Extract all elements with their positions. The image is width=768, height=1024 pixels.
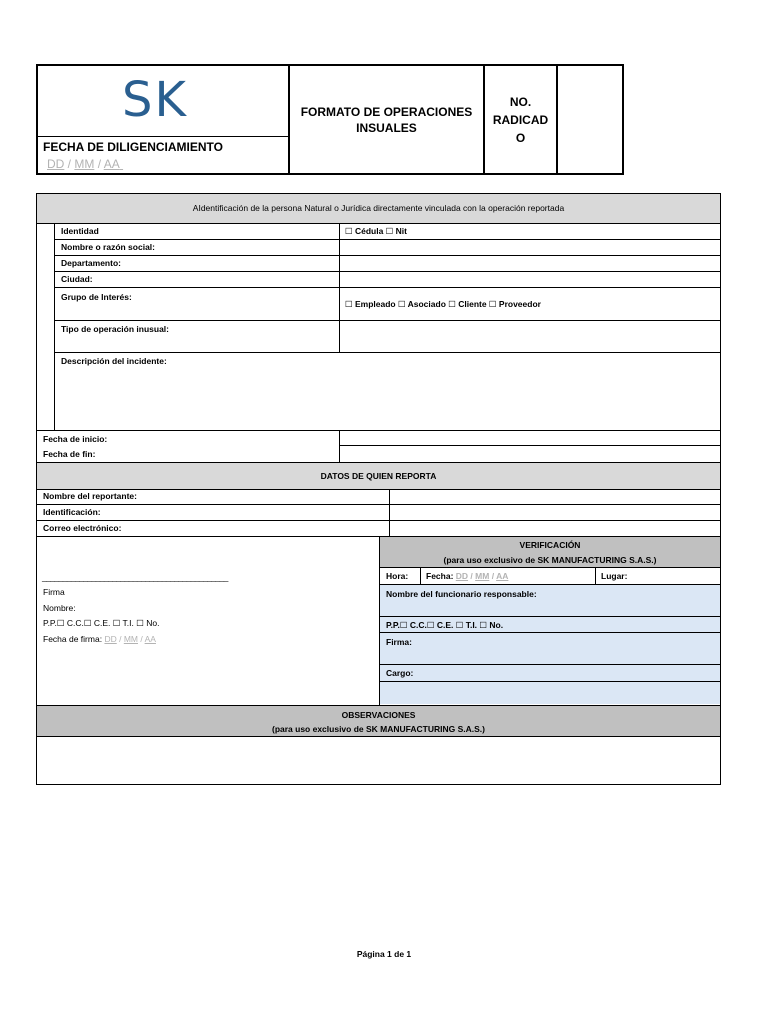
departamento-field[interactable] <box>340 256 720 271</box>
verif-fecha-label: Fecha: <box>426 571 454 581</box>
fecha-fin-label: Fecha de fin: <box>43 449 96 459</box>
form-header <box>36 64 624 175</box>
no-radicado-value[interactable] <box>558 66 622 173</box>
verificacion-header <box>380 537 720 568</box>
fecha-aa: AA <box>103 157 120 171</box>
fecha-inicio-field[interactable] <box>340 431 720 445</box>
fecha-sep: / <box>64 157 75 171</box>
descripcion-incidente-field[interactable] <box>56 370 720 428</box>
firma-dd: DD <box>104 634 117 644</box>
fecha-firma-row[interactable] <box>43 634 156 644</box>
identificacion-label: Identificación: <box>43 507 101 517</box>
no-radicado-line1: NO. <box>509 94 532 109</box>
sk-logo: SK <box>122 72 188 128</box>
no-radicado-line2: RADICAD <box>492 112 549 127</box>
verificacion-title: VERIFICACIÓN <box>519 540 581 550</box>
firma-label: Firma <box>43 587 65 597</box>
doc-options[interactable]: P.P.☐ C.C.☐ C.E. ☐ T.I. ☐ No. <box>43 618 160 628</box>
identidad-options[interactable]: ☐ Cédula ☐ Nit <box>345 226 407 236</box>
ciudad-field[interactable] <box>340 272 720 287</box>
fecha-diligenciamiento-label: FECHA DE DILIGENCIAMIENTO <box>43 140 224 154</box>
verif-sep: / <box>489 571 497 581</box>
verif-sep: / <box>468 571 476 581</box>
no-radicado-cell <box>485 66 558 173</box>
nombre-firma-label: Nombre: <box>43 603 76 613</box>
tipo-operacion-label: Tipo de operación inusual: <box>61 324 169 334</box>
observaciones-title: OBSERVACIONES <box>341 710 416 720</box>
verif-mm: MM <box>475 571 490 581</box>
fecha-dd: DD <box>47 157 65 171</box>
lugar-label: Lugar: <box>601 571 628 581</box>
logo-cell <box>38 66 290 137</box>
hora-label: Hora: <box>386 571 409 581</box>
cargo-label: Cargo: <box>386 668 414 678</box>
firma-aa: AA <box>144 634 156 644</box>
departamento-label: Departamento: <box>61 258 121 268</box>
verif-firma-label: Firma: <box>386 637 412 647</box>
tipo-operacion-field[interactable] <box>340 321 720 352</box>
grupo-interes-label: Grupo de Interés: <box>61 292 132 302</box>
form-title-cell <box>290 66 485 173</box>
verif-doc-options[interactable]: P.P.☐ C.C.☐ C.E. ☐ T.I. ☐ No. <box>386 620 504 630</box>
fecha-diligenciamiento-placeholder[interactable] <box>47 157 123 171</box>
firma-sep: / <box>137 634 145 644</box>
identificacion-field[interactable] <box>390 505 720 520</box>
firma-sep: / <box>116 634 124 644</box>
nombre-reportante-label: Nombre del reportante: <box>43 491 137 501</box>
verif-aa: AA <box>496 571 509 581</box>
identidad-label: Identidad <box>61 226 99 236</box>
fecha-firma-label: Fecha de firma: <box>43 634 103 644</box>
fecha-sep: / <box>94 157 104 171</box>
fecha-fin-field[interactable] <box>340 446 720 461</box>
observaciones-field[interactable] <box>37 738 720 784</box>
form-title-line1: FORMATO DE OPERACIONES <box>300 104 473 119</box>
nombre-reportante-field[interactable] <box>390 489 720 504</box>
descripcion-incidente-label: Descripción del incidente: <box>61 356 167 366</box>
correo-field[interactable] <box>390 521 720 536</box>
no-radicado-line3: O <box>515 130 526 145</box>
observaciones-subtitle: (para uso exclusivo de SK MANUFACTURING S.A.S.) <box>271 724 485 734</box>
section-a-header: AIdentificación de la persona Natural o Jurídica directamente vinculada con la operación reportada <box>37 194 720 224</box>
firma-mm: MM <box>123 634 138 644</box>
grupo-interes-options[interactable]: ☐ Empleado ☐ Asociado ☐ Cliente ☐ Proveedor <box>345 299 541 309</box>
verif-fecha-row[interactable] <box>421 569 508 584</box>
form-title-line2: INSUALES <box>356 120 417 135</box>
correo-label: Correo electrónico: <box>43 523 122 533</box>
section-b-header: DATOS DE QUIEN REPORTA <box>37 462 720 490</box>
cargo-field[interactable] <box>380 665 720 681</box>
fecha-inicio-label: Fecha de inicio: <box>43 434 108 444</box>
nombre-razon-social-field[interactable] <box>340 240 720 255</box>
fecha-diligenciamiento-cell <box>38 137 290 173</box>
no-radicado-label <box>493 93 548 147</box>
page-number: Página 1 de 1 <box>356 949 412 959</box>
verif-firma-field[interactable] <box>380 633 720 664</box>
nombre-razon-social-label: Nombre o razón social: <box>61 242 155 252</box>
observaciones-header <box>37 706 720 737</box>
firma-line[interactable]: _____________________________________________ <box>42 572 228 582</box>
funcionario-label: Nombre del funcionario responsable: <box>386 589 537 599</box>
verif-extra-field[interactable] <box>380 682 720 704</box>
fecha-mm: MM <box>74 157 95 171</box>
verificacion-subtitle: (para uso exclusivo de SK MANUFACTURING S.A.S.) <box>443 555 657 565</box>
form-title <box>301 104 473 136</box>
verif-dd: DD <box>455 571 469 581</box>
ciudad-label: Ciudad: <box>61 274 93 284</box>
